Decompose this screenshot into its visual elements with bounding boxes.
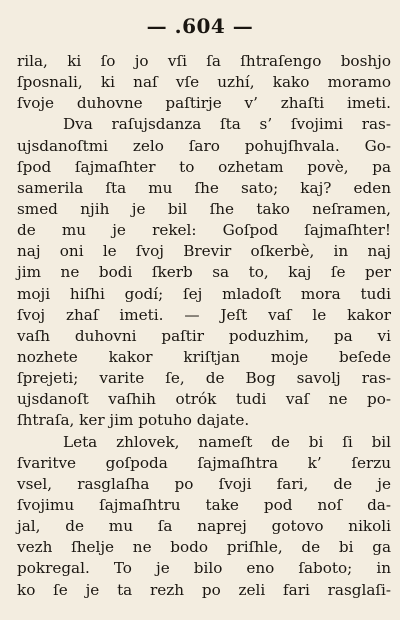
text-line: ujsdanoſtmi zelo ſaro pohujſhvala. Go- [17,136,391,155]
text-line: ſposnali, ki naſ vſe uzhí, kako moramo [17,73,391,92]
text-line: jim ne bodi ſkerb sa to, kaj ſe per [17,263,391,282]
text-line: naj oni le ſvoj Brevir oſkerbè, in naj [17,242,391,261]
text-line: smed njih je bil ſhe tako neſramen, [17,199,391,218]
page-number-header: — .604 — [146,14,254,38]
text-line: nozhete kakor kriſtjan moje beſede [17,347,391,366]
text-line: vaſh duhovni paſtir poduzhim, pa vi [17,326,391,345]
text-line: ſhtraſa, ker jim potuho dajate. [17,411,250,430]
text-line: ſprejeti; varite ſe, de Bog savolj ras- [17,369,391,388]
text-line: ſvoje duhovne paſtirje v’ zhaſti imeti. [17,94,391,113]
text-line: Leta zhlovek, nameſt de bi ſi bil [63,432,391,451]
text-line: samerila ſta mu ſhe sato; kaj? eden [17,178,391,197]
text-line: ſpod ſajmaſhter to ozhetam povè, pa [17,157,391,176]
text-line: ujsdanoſt vaſhih otrók tudi vaſ ne po- [17,390,391,409]
text-line: ſvoj zhaſ imeti. — Jeſt vaſ le kakor [17,305,391,324]
text-line: moji hiſhi godí; ſej mladoſt mora tudi [17,284,391,303]
body-text [17,51,391,601]
text-line: vsel, rasglaſha po ſvoji fari, de je [17,474,391,493]
text-line: ſvojimu ſajmaſhtru take pod noſ da- [17,495,391,514]
text-line: ko ſe je ta rezh po zeli fari rasglaſi- [17,580,391,599]
text-line: jal, de mu ſa naprej gotovo nikoli [17,517,391,536]
text-line: ſvaritve goſpoda ſajmaſhtra k’ ſerzu [17,453,391,472]
text-line: rila, ki ſo jo vſi ſa ſhtraſengo boshjo [17,52,391,70]
text-line: vezh ſhelje ne bodo priſhle, de bi ga [17,538,391,557]
text-line: de mu je rekel: Goſpod ſajmaſhter! [17,221,391,240]
text-line: pokregal. To je bilo eno ſaboto; in [17,559,391,578]
text-line: Dva raſujsdanza ſta s’ ſvojimi ras- [63,115,391,134]
